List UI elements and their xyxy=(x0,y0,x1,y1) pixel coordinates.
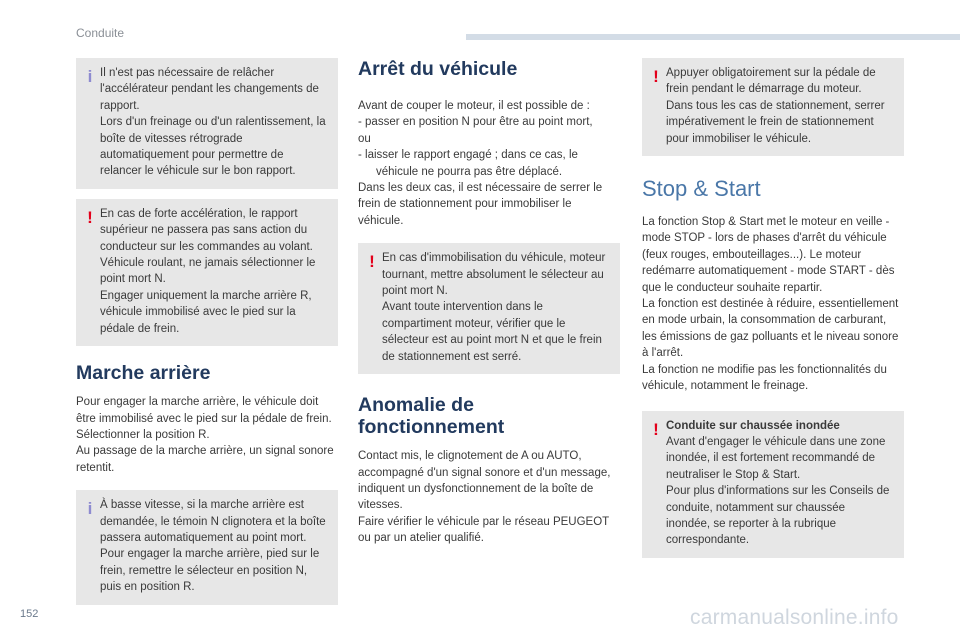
paragraph: La fonction Stop & Start met le moteur en veille - mode STOP - lors de phases d'arrêt du véhicule (feux rouges, embouteillages...). Le moteur redémarre automatiquement - mode START - dès que le conducteur souhaite repartir. xyxy=(642,216,895,294)
page-number: 152 xyxy=(20,608,39,620)
paragraph: ou xyxy=(358,132,371,145)
warning-note xyxy=(642,58,904,156)
paragraph: La fonction ne modifie pas les fonctionnalités du véhicule, notamment le freinage. xyxy=(642,363,887,393)
paragraph: Pour engager la marche arrière, le véhicule doit être immobilisé avec le pied sur la pédale de frein. xyxy=(76,396,332,425)
note-text: Lors d'un freinage ou d'un ralentissement, la boîte de vitesses rétrograde automatiquement pour permettre de relancer le véhicule sur le bon rapport. xyxy=(100,116,326,178)
warning-note xyxy=(642,411,904,558)
note-text: Engager uniquement la marche arrière R, véhicule immobilisé avec le pied sur la pédale de frein. xyxy=(100,289,312,335)
paragraph: Faire vérifier le véhicule par le réseau PEUGEOT ou par un atelier qualifié. xyxy=(358,515,609,545)
heading-arret-vehicule: Arrêt du véhicule xyxy=(358,58,518,80)
info-icon: i xyxy=(87,67,93,86)
info-note xyxy=(76,58,338,189)
note-text: Avant toute intervention dans le compartiment moteur, vérifier que le sélecteur est au point mort N et que le frein de stationnement est serré. xyxy=(382,301,602,363)
section-title: Conduite xyxy=(76,26,125,40)
column-1 xyxy=(76,58,338,615)
warning-icon: ! xyxy=(653,419,659,439)
paragraph: La fonction est destinée à réduire, essentiellement en mode urbain, la consommation de carburant, les émissions de gaz polluants et le niveau sonore à l'arrêt. xyxy=(642,298,899,360)
heading-anomalie: Anomalie de fonctionnement xyxy=(358,394,505,439)
note-text: En cas de forte accélération, le rapport supérieur ne passera pas sans action du conducteur sur les commandes au volant. xyxy=(100,207,313,253)
note-text: Véhicule roulant, ne jamais sélectionner le point mort N. xyxy=(100,257,316,286)
paragraph: Contact mis, le clignotement de A ou AUTO, accompagné d'un signal sonore et d'un message, indiquent un dysfonctionnement de la boîte de vitesses. xyxy=(358,450,611,512)
paragraph: Sélectionner la position R. xyxy=(76,428,210,441)
heading-stop-start: Stop & Start xyxy=(642,176,761,202)
note-title: Conduite sur chaussée inondée xyxy=(666,419,840,432)
paragraph: Au passage de la marche arrière, un signal sonore retentit. xyxy=(76,445,334,474)
body-text xyxy=(642,214,904,394)
warning-icon: ! xyxy=(653,67,659,86)
body-text xyxy=(358,448,620,546)
note-text: Appuyer obligatoirement sur la pédale de frein pendant le démarrage du moteur. xyxy=(666,67,876,96)
body-text xyxy=(76,394,338,476)
warning-icon: ! xyxy=(369,252,375,272)
list-item: - laisser le rapport engagé ; dans ce cas, le véhicule ne pourra pas être déplacé. xyxy=(358,149,578,178)
column-3 xyxy=(642,58,904,568)
watermark: carmanualsonline.info xyxy=(690,606,899,629)
note-text: Il n'est pas nécessaire de relâcher l'accélérateur pendant les changements de rapport. xyxy=(100,67,319,112)
warning-note xyxy=(76,199,338,346)
note-text: Dans tous les cas de stationnement, serrer impérativement le frein de stationnement pour immobiliser le véhicule. xyxy=(666,99,885,145)
paragraph: Avant de couper le moteur, il est possible de : xyxy=(358,100,590,112)
note-text: En cas d'immobilisation du véhicule, moteur tournant, mettre absolument le sélecteur au point mort N. xyxy=(382,252,606,298)
warning-note xyxy=(358,243,620,374)
info-icon: i xyxy=(87,499,93,519)
body-text xyxy=(358,98,620,229)
warning-icon: ! xyxy=(87,207,93,227)
list-item: - passer en position N pour être au point mort, xyxy=(358,116,593,129)
note-text: À basse vitesse, si la marche arrière est demandée, le témoin N clignotera et la boîte passera automatiquement au point mort. Pour engager la marche arrière, pied sur le frein, remettre le sélecteur en position N, puis en position R. xyxy=(100,499,326,594)
note-text: Pour plus d'informations sur les Conseils de conduite, notamment sur chaussée inondée, se reporter à la rubrique correspondante. xyxy=(666,485,890,547)
heading-marche-arriere: Marche arrière xyxy=(76,362,211,385)
paragraph: Dans les deux cas, il est nécessaire de serrer le frein de stationnement pour immobiliser le véhicule. xyxy=(358,182,603,227)
column-2 xyxy=(358,58,620,547)
info-note xyxy=(76,490,338,604)
header-bar xyxy=(466,34,960,40)
note-text: Avant d'engager le véhicule dans une zone inondée, il est fortement recommandé de neutraliser le Stop & Start. xyxy=(666,435,886,481)
